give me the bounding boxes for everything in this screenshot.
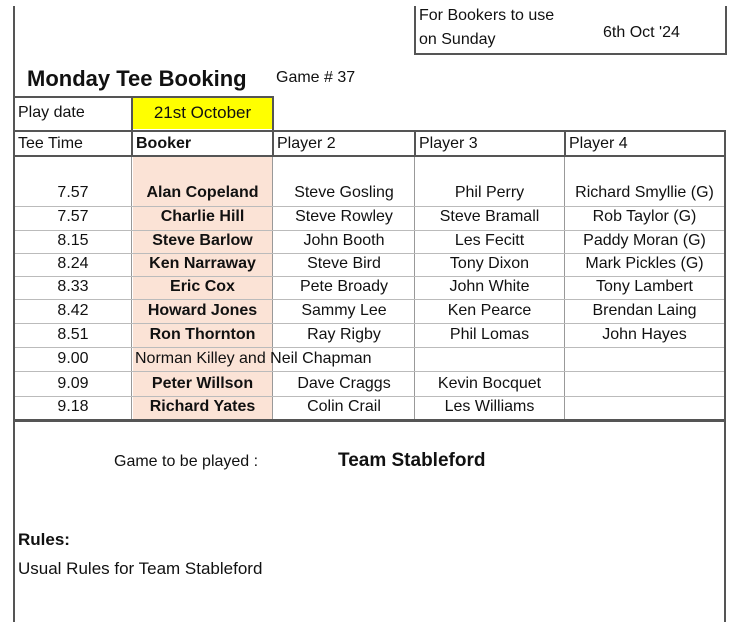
player3-cell: Kevin Bocquet [437,375,542,392]
player4-cell: Richard Smyllie (G) [575,184,714,201]
tee-time-cell: 8.15 [57,232,89,249]
player3-cell: John White [449,278,530,295]
player3-cell: Steve Bramall [439,208,540,225]
player3-cell: Ken Pearce [447,302,532,319]
col-header-player3: Player 3 [419,135,478,152]
player2-cell: John Booth [303,232,385,249]
player2-cell: Colin Crail [307,398,381,415]
col-header-tee-time: Tee Time [18,135,83,152]
body-divider-1 [131,157,132,420]
player4-cell: Brendan Laing [592,302,697,319]
header-divider-1 [131,130,133,157]
booker-cell: Alan Copeland [146,184,259,201]
player3-cell: Les Williams [444,398,535,415]
header-top-border [13,130,726,132]
col-header-player4: Player 4 [569,135,628,152]
player2-cell: Pete Broady [299,278,389,295]
play-date-label: Play date [18,104,85,121]
tee-time-cell: 9.00 [57,350,89,367]
tee-time-cell: 8.24 [57,255,89,272]
player4-cell: Rob Taylor (G) [592,208,697,225]
tee-time-cell: 7.57 [57,184,89,201]
booker-cell: Peter Willson [151,375,254,392]
col-header-booker: Booker [136,135,192,152]
player2-cell: Sammy Lee [301,302,387,319]
player2-cell: Dave Craggs [297,375,391,392]
booker-cell: Norman Killey and Neil Chapman [135,350,372,367]
player4-cell: Tony Lambert [596,278,693,295]
header-divider-2 [272,130,274,157]
player3-cell: Tony Dixon [449,255,530,272]
player3-cell: Phil Perry [454,184,525,201]
row-separator [15,347,724,348]
booker-cell: Richard Yates [149,398,256,415]
player2-cell: Ray Rigby [307,326,381,343]
row-separator [15,323,724,324]
page-title: Monday Tee Booking [27,66,247,91]
booker-cell: Eric Cox [170,278,235,295]
bookers-note-line2: on Sunday [419,31,496,48]
player2-cell: Steve Bird [307,255,381,272]
booker-cell: Steve Barlow [152,232,253,249]
rules-heading: Rules: [18,530,70,549]
sheet-right-border [724,130,726,622]
play-date-right-border [272,96,274,131]
row-separator [15,299,724,300]
player4-cell: Paddy Moran (G) [583,232,706,249]
booker-cell: Charlie Hill [160,208,245,225]
player4-cell: Mark Pickles (G) [585,255,704,272]
header-bottom-border [13,155,726,157]
tee-time-cell: 8.33 [57,278,89,295]
bookers-note-date: 6th Oct '24 [603,24,680,41]
game-number: Game # 37 [276,69,356,86]
player2-cell: Steve Gosling [294,184,394,201]
player3-cell: Les Fecitt [454,232,525,249]
tee-time-cell: 8.51 [57,326,89,343]
game-value: Team Stableford [338,450,486,471]
table-bottom-border [13,419,726,422]
tee-time-cell: 7.57 [57,208,89,225]
player3-cell: Phil Lomas [449,326,530,343]
bookers-note-line1: For Bookers to use [419,7,555,24]
row-separator [15,371,724,372]
booker-cell: Ron Thornton [149,326,256,343]
rules-text: Usual Rules for Team Stableford [18,559,263,578]
booker-cell: Howard Jones [147,302,258,319]
tee-time-cell: 9.09 [57,375,89,392]
header-divider-3 [414,130,416,157]
body-divider-2 [272,157,273,420]
tee-time-cell: 8.42 [57,302,89,319]
player4-cell: John Hayes [602,326,687,343]
col-header-player2: Player 2 [277,135,336,152]
tee-time-cell: 9.18 [57,398,89,415]
game-label: Game to be played : [114,453,259,470]
play-date-value: 21st October [153,103,252,122]
player2-cell: Steve Rowley [295,208,393,225]
header-divider-4 [564,130,566,157]
booker-cell: Ken Narraway [149,255,256,272]
